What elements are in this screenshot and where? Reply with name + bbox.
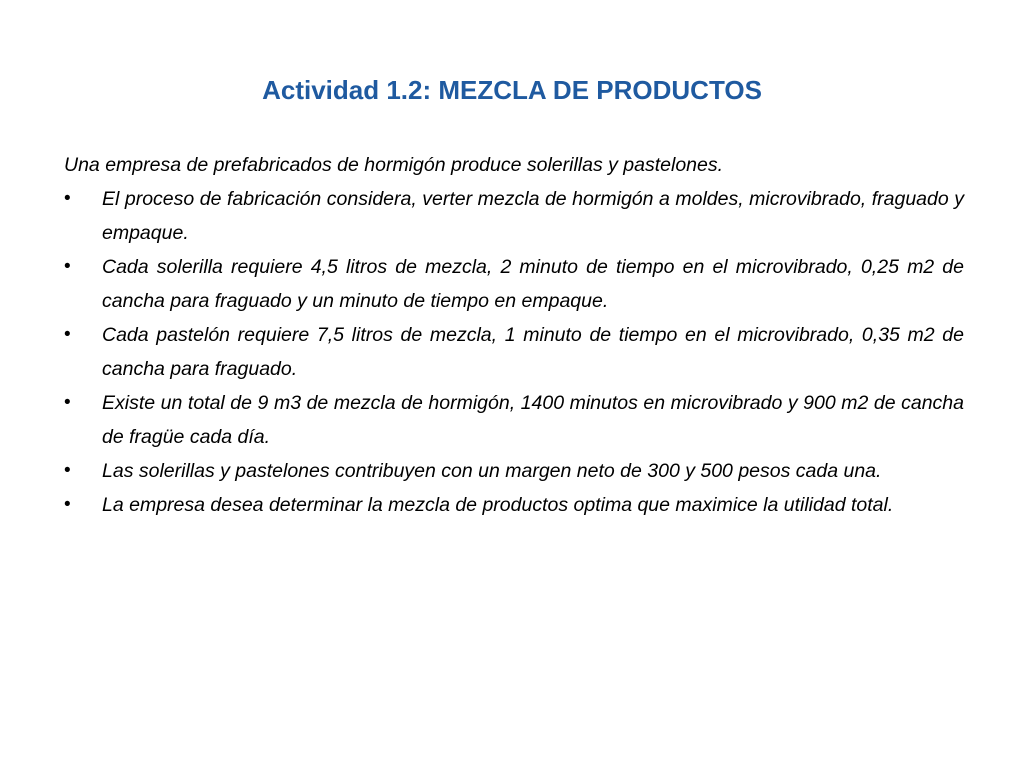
bullet-text: Existe un total de 9 m3 de mezcla de hormigón, 1400 minutos en microvibrado y 900 m2 de cancha de fragüe cada día.	[102, 392, 964, 448]
bullet-icon: •	[64, 460, 71, 481]
bullet-item-process	[64, 182, 964, 250]
bullet-icon: •	[64, 392, 71, 413]
bullet-icon: •	[64, 188, 71, 209]
bullet-icon: •	[64, 494, 71, 515]
bullet-text: Cada solerilla requiere 4,5 litros de mezcla, 2 minuto de tiempo en el microvibrado, 0,25 m2 de cancha para fraguado y un minuto de tiempo en empaque.	[102, 256, 964, 312]
slide-title: Actividad 1.2: MEZCLA DE PRODUCTOS	[262, 75, 762, 105]
bullet-list	[64, 182, 964, 522]
bullet-icon: •	[64, 324, 71, 345]
bullet-item-resources	[64, 386, 964, 454]
bullet-icon: •	[64, 256, 71, 277]
bullet-text: La empresa desea determinar la mezcla de productos optima que maximice la utilidad total.	[102, 494, 894, 516]
bullet-item-margins	[64, 454, 964, 488]
bullet-text: El proceso de fabricación considera, verter mezcla de hormigón a moldes, microvibrado, fraguado y empaque.	[102, 188, 964, 244]
bullet-item-solerilla	[64, 250, 964, 318]
bullet-text: Las solerillas y pastelones contribuyen con un margen neto de 300 y 500 pesos cada una.	[102, 460, 882, 482]
intro-paragraph: Una empresa de prefabricados de hormigón produce solerillas y pastelones.	[64, 154, 724, 176]
bullet-item-pastelon	[64, 318, 964, 386]
bullet-item-objective	[64, 488, 964, 522]
slide-body	[64, 148, 964, 522]
bullet-text: Cada pastelón requiere 7,5 litros de mezcla, 1 minuto de tiempo en el microvibrado, 0,35 m2 de cancha para fraguado.	[102, 324, 964, 380]
